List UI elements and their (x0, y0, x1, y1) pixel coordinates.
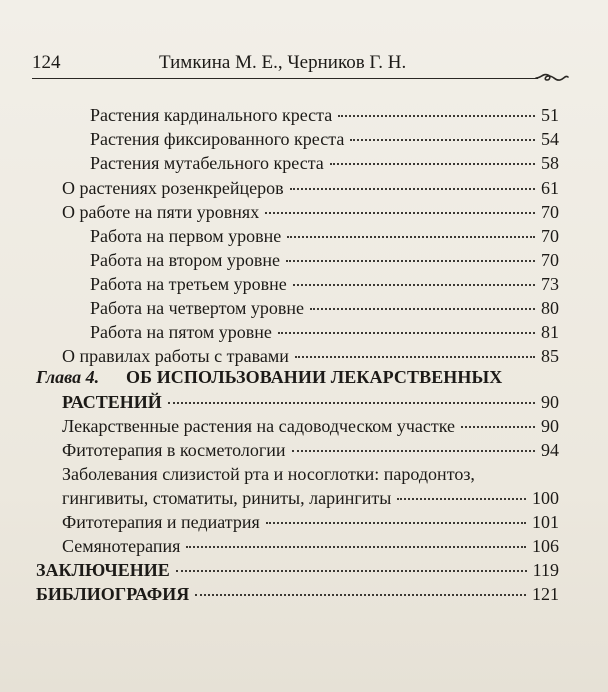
toc-entry-page: 51 (541, 105, 559, 125)
dot-leader (286, 260, 535, 262)
toc-entry-title: О правилах работы с травами (62, 346, 289, 366)
toc-entry[interactable] (90, 104, 559, 127)
toc-entry[interactable] (36, 559, 559, 582)
toc-entry-title: Заболевания слизистой рта и носоглотки: пародонтоз, (62, 464, 475, 484)
toc-entry[interactable] (62, 535, 559, 558)
toc-entry-page: 85 (541, 346, 559, 366)
toc-entry-page: 90 (541, 392, 559, 412)
toc-entry-title: Работа на четвертом уровне (90, 298, 304, 318)
toc-entry-title: БИБЛИОГРАФИЯ (36, 584, 190, 604)
dot-leader (186, 546, 526, 548)
dot-leader (278, 332, 535, 334)
toc-entry-title: О растениях розенкрейцеров (62, 178, 284, 198)
dot-leader (338, 115, 535, 117)
toc-entry[interactable] (62, 511, 559, 534)
toc-entry-page: 54 (541, 129, 559, 149)
toc-entry-page: 70 (541, 226, 559, 246)
toc-entry[interactable] (62, 415, 559, 438)
dot-leader (310, 308, 535, 310)
running-title: Тимкина М. Е., Черников Г. Н. (159, 52, 407, 73)
toc-entry-title: Работа на первом уровне (90, 226, 282, 246)
toc-entry-page: 94 (541, 440, 559, 460)
dot-leader (292, 450, 535, 452)
toc-entry[interactable] (62, 391, 559, 414)
toc-entry[interactable] (90, 249, 559, 272)
page-number: 124 (32, 52, 61, 73)
dot-leader (293, 284, 535, 286)
toc-entry-title: ЗАКЛЮЧЕНИЕ (36, 560, 170, 580)
toc-entry-title: Растения кардинального креста (90, 105, 333, 125)
toc-entry[interactable] (90, 152, 559, 175)
toc-entry-title: О работе на пяти уровнях (62, 202, 260, 222)
chapter-label: Глава 4. (36, 367, 100, 387)
toc-entry-page: 101 (532, 512, 559, 532)
toc-entry-page: 81 (541, 322, 559, 342)
dot-leader (176, 570, 527, 572)
toc-entry-title: Работа на третьем уровне (90, 274, 287, 294)
dot-leader (266, 522, 526, 524)
toc-entry-title: Работа на втором уровне (90, 250, 280, 270)
dot-leader (461, 426, 535, 428)
toc-entry[interactable] (62, 487, 559, 510)
toc-entry[interactable] (90, 225, 559, 248)
toc-entry-title: Работа на пятом уровне (90, 322, 272, 342)
toc-entry-page: 100 (532, 488, 559, 508)
toc-entry[interactable] (36, 583, 559, 606)
toc-entry-title: Фитотерапия и педиатрия (62, 512, 260, 532)
dot-leader (287, 236, 535, 238)
toc-entry-page: 80 (541, 298, 559, 318)
toc-entry[interactable] (90, 297, 559, 320)
dot-leader (195, 594, 526, 596)
toc-entry-title: Семянотерапия (62, 536, 181, 556)
toc-entry[interactable] (62, 177, 559, 200)
toc-entry-title: гингивиты, стоматиты, риниты, ларингиты (62, 488, 392, 508)
toc-entry[interactable] (62, 345, 559, 368)
toc-entry-page: 61 (541, 178, 559, 198)
dot-leader (265, 212, 535, 214)
toc-entry-page: 73 (541, 274, 559, 294)
toc-entry-page: 70 (541, 202, 559, 222)
toc-entry[interactable] (62, 463, 559, 486)
toc-entry-page: 119 (532, 560, 559, 580)
toc-entry-page: 70 (541, 250, 559, 270)
dot-leader (290, 188, 535, 190)
toc-entry[interactable] (90, 321, 559, 344)
dot-leader (295, 356, 535, 358)
toc-entry-page: 90 (541, 416, 559, 436)
dot-leader (168, 402, 535, 404)
toc-entry-page: 121 (532, 584, 559, 604)
toc-entry-title: Лекарственные растения на садоводческом участке (62, 416, 456, 436)
toc-entry-title: РАСТЕНИЙ (62, 392, 162, 412)
toc-entry[interactable] (62, 439, 559, 462)
toc-entry-title: Фитотерапия в косметологии (62, 440, 286, 460)
toc-entry-page: 106 (532, 536, 559, 556)
toc-entry-title: Растения фиксированного креста (90, 129, 345, 149)
toc-entry[interactable] (62, 201, 559, 224)
toc-entry[interactable] (90, 273, 559, 296)
toc-entry-title: Растения мутабельного креста (90, 153, 324, 173)
dot-leader (350, 139, 535, 141)
toc-entry-page: 58 (541, 153, 559, 173)
toc-entry[interactable] (90, 128, 559, 151)
dot-leader (330, 163, 535, 165)
chapter-title[interactable]: ОБ ИСПОЛЬЗОВАНИИ ЛЕКАРСТВЕННЫХ (126, 367, 503, 387)
dot-leader (397, 498, 526, 500)
